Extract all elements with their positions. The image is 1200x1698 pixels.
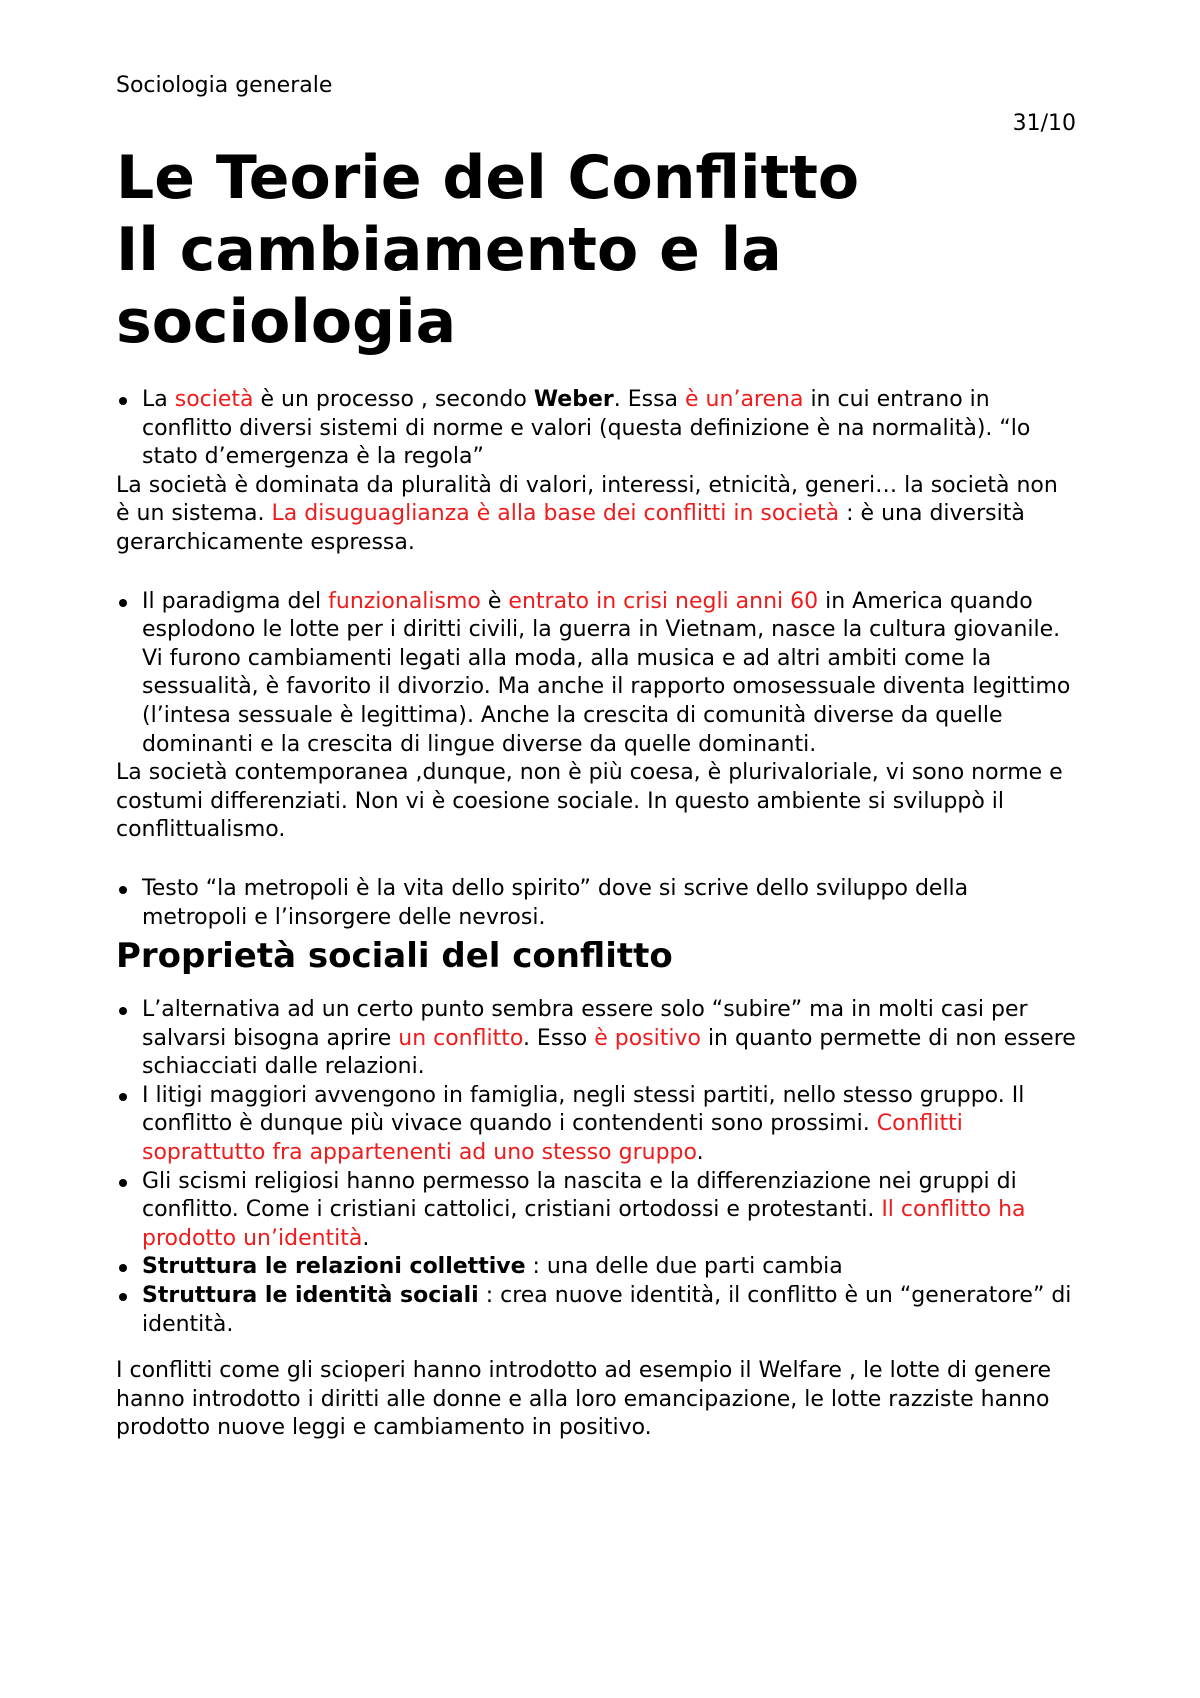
text-run: I litigi maggiori avvengono in famiglia, negli stessi partiti, nello stesso gruppo. Il conflitto è dunque più vivace quando i contendenti sono prossimi. [142,1082,1025,1137]
bullet-religious-schisms [116,1168,1076,1254]
spacer [116,1339,1076,1357]
document-body [116,386,1076,1443]
highlight-text: un conflitto [398,1025,523,1051]
highlight-text: società [174,387,254,412]
text-run: : crea nuove identità, il conflitto è un “generatore” di identità. [142,1283,1072,1337]
paragraph-conclusion: I conflitti come gli scioperi hanno introdotto ad esempio il Welfare , le lotte di genere hanno introdotto i diritti alle donne e alla loro emancipazione, le lotte razziste hanno prodotto nuove leggi e cambiamento in positivo. [116,1358,1052,1441]
text-run: : una delle due parti cambia [525,1254,843,1280]
highlight-text: funzionalismo [328,588,481,614]
text-run: è un processo , secondo [253,387,534,412]
text-run: Il paradigma del [142,588,329,614]
paragraph-contemporary-society: La società contemporanea ,dunque, non è più coesa, è plurivaloriale, vi sono norme e costumi differenziati. Non vi è coesione sociale. In questo ambiente si sviluppò il conflittualismo. [116,760,1063,843]
text-run: . Essa [613,387,686,412]
bullet-functionalism-crisis [116,588,1076,760]
text-run: è [480,588,509,614]
text-run: in cui entrano in conflitto diversi sistemi di norme e valori (questa definizione è na normalità). “lo stato d’emergenza è la regola” [142,387,1031,470]
bold-text: Struttura le relazioni collettive [142,1254,526,1280]
spacer [116,558,1076,588]
text-run: Gli scismi religiosi hanno permesso la nascita e la differenziazione nei gruppi di conflitto. Come i cristiani cattolici, cristiani ortodossi e protestanti. [142,1168,1017,1223]
text-run: in quanto permette di non essere schiacciati dalle relazioni. [142,1025,1076,1080]
paragraph-plurality [116,472,1076,558]
course-name: Sociologia generale [116,73,333,98]
highlight-text: La disuguaglianza è alla base dei conflitti in società [271,501,840,527]
text-run: . [362,1225,370,1251]
section-heading-properties: Proprietà sociali del conflitto [116,936,673,977]
text-run: La società è dominata da pluralità di valori, interessi, etnicità, generi… la società non è un sistema. [116,472,1058,527]
title-line-2: Il cambiamento e la [116,215,782,285]
spacer [116,978,1076,996]
bullet-metropolis-text: Testo “la metropoli è la vita dello spirito” dove si scrive dello sviluppo della metropoli e l’insorgere delle nevrosi. [116,875,1076,932]
highlight-text: è positivo [594,1025,701,1051]
text-run: L’alternativa ad un certo punto sembra essere solo “subire” ma in molti casi per salvarsi bisogna aprire [142,997,1028,1051]
bold-text: Struttura le identità sociali [142,1283,479,1309]
highlight-text: è un’arena [685,387,804,412]
text-run: . [696,1140,704,1166]
bullet-list-metropolis [116,875,1076,932]
note-date: 31/10 [1012,111,1076,136]
bullet-social-identities [116,1282,1076,1339]
highlight-text: Conflitti soprattutto fra appartenenti ad uno stesso gruppo [142,1111,963,1166]
bullet-list-properties [116,996,1076,1339]
text-run: La [142,387,175,412]
text-run: in America quando esplodono le lotte per i diritti civili, la guerra in Vietnam, nasce la cultura giovanile. Vi furono cambiamenti legati alla moda, alla musica e ad altri ambiti come la sessualità, è favorito il divorzio. Ma anche il rapporto omosessuale diventa legittimo (l’intesa sessuale è legittima). Anche la crescita di comunità diverse da quelle dominanti e la crescita di lingue diverse da quelle dominanti. [142,588,1071,757]
title-line-1: Le Teorie del Conflitto [116,143,860,213]
bold-text: Weber [533,387,614,412]
bullet-collective-relations [116,1253,1076,1282]
spacer [116,845,1076,875]
bullet-alternative [116,996,1076,1082]
highlight-text: Il conflitto ha prodotto un’identità [142,1197,1026,1251]
bullet-society-process [116,386,1076,472]
bullet-list-functionalism [116,588,1076,760]
text-run: : è una diversità gerarchicamente espressa. [116,501,1025,555]
bullet-list-society [116,386,1076,472]
highlight-text: entrato in crisi negli anni 60 [508,588,819,614]
text-run: . Esso [522,1025,595,1051]
bullet-family-conflicts [116,1082,1076,1168]
page-title [116,142,1076,358]
title-line-3: sociologia [116,287,457,357]
